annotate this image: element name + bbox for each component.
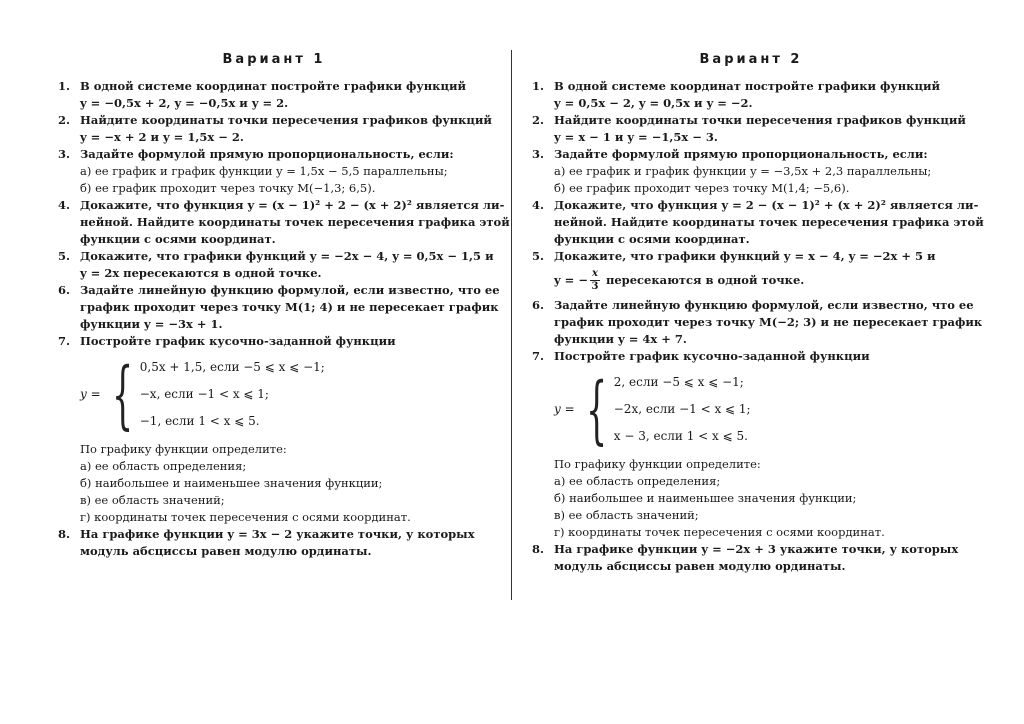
task-text: нейной. Найдите координаты точек пересечения графика этой <box>554 215 984 229</box>
task-1 <box>58 78 490 112</box>
task-text: Найдите координаты точки пересечения графиков функций <box>80 113 492 127</box>
task-8 <box>532 541 970 575</box>
task-text: По графику функции определите: <box>554 457 761 471</box>
task-subitem-a: а) ее область определения; <box>80 459 247 473</box>
task-number: 7. <box>532 349 545 363</box>
task-text: В одной системе координат постройте графики функций <box>80 79 467 93</box>
task-number: 1. <box>532 79 545 93</box>
piecewise-function <box>554 366 970 453</box>
task-5 <box>58 248 494 282</box>
task-text: На графике функции y = −2x + 3 укажите точки, у которых <box>554 542 959 556</box>
task-text: график проходит через точку M(1; 4) и не пересекает график <box>80 300 499 314</box>
curly-brace: { <box>111 351 133 438</box>
task-text: Задайте линейную функцию формулой, если известно, что ее <box>80 283 500 297</box>
task-text: Постройте график кусочно-заданной функции <box>80 334 396 348</box>
task-6 <box>532 297 983 348</box>
task-6 <box>58 282 500 333</box>
piecewise-case: −x, если −1 < x ⩽ 1; <box>139 387 269 401</box>
task-subitem-b: б) ее график проходит через точку M(1,4; −5,6). <box>554 181 850 195</box>
task-text: график проходит через точку M(−2; 3) и не пересекает график <box>554 315 983 329</box>
task-subitem-c: в) ее область значений; <box>554 508 699 522</box>
task-text: модуль абсциссы равен модулю ординаты. <box>554 559 846 573</box>
task-formula: y = x − 1 и y = −1,5x − 3. <box>554 130 718 144</box>
fraction-line <box>554 268 970 293</box>
task-text: Постройте график кусочно-заданной функции <box>554 349 870 363</box>
task-2 <box>58 112 490 146</box>
column-divider <box>511 50 512 600</box>
task-number: 7. <box>58 334 71 348</box>
piecewise-cases <box>140 354 325 435</box>
task-8 <box>58 526 490 560</box>
fraction <box>590 268 600 293</box>
task-subitem-a: а) ее график и график функции y = −3,5x + 2,3 параллельны; <box>554 164 932 178</box>
task-text: Докажите, что графики функций y = x − 4, y = −2x + 5 и <box>554 249 936 263</box>
task-formula: y = −x + 2 и y = 1,5x − 2. <box>80 130 244 144</box>
task-text: функции с осями координат. <box>80 232 276 246</box>
task-text: модуль абсциссы равен модулю ординаты. <box>80 544 372 558</box>
task-number: 3. <box>58 147 71 161</box>
task-number: 4. <box>532 198 545 212</box>
curly-brace: { <box>585 366 607 453</box>
task-text: На графике функции y = 3x − 2 укажите точки, у которых <box>80 527 475 541</box>
task-subitem-d: г) координаты точек пересечения с осями координат. <box>554 525 885 539</box>
task-text: Докажите, что функция y = (x − 1)² + 2 − (x + 2)² является ли- <box>80 198 505 212</box>
piecewise-case: −2x, если −1 < x ⩽ 1; <box>613 402 751 416</box>
task-text: пересекаются в одной точке. <box>605 273 805 287</box>
task-text: нейной. Найдите координаты точек пересечения графика этой <box>80 215 510 229</box>
task-3 <box>58 146 490 197</box>
piecewise-lhs: y = <box>80 387 101 401</box>
piecewise-case: 2, если −5 ⩽ x ⩽ −1; <box>613 375 744 389</box>
piecewise-function <box>80 351 490 438</box>
task-text: В одной системе координат постройте графики функций <box>554 79 941 93</box>
piecewise-lhs: y = <box>554 402 575 416</box>
task-2 <box>532 112 970 146</box>
task-number: 8. <box>532 542 545 556</box>
fraction-lhs: y = − <box>554 273 588 287</box>
task-1 <box>532 78 970 112</box>
task-subitem-b: б) наибольшее и наименьшее значения функции; <box>554 491 857 505</box>
task-text: По графику функции определите: <box>80 442 287 456</box>
task-text: Докажите, что функция y = 2 − (x − 1)² + (x + 2)² является ли- <box>554 198 979 212</box>
task-number: 8. <box>58 527 71 541</box>
task-number: 6. <box>58 283 71 297</box>
task-subitem-b: б) наибольшее и наименьшее значения функции; <box>80 476 383 490</box>
task-text: функции с осями координат. <box>554 232 750 246</box>
task-subitem-a: а) ее область определения; <box>554 474 721 488</box>
task-text: Найдите координаты точки пересечения графиков функций <box>554 113 966 127</box>
task-formula: y = 0,5x − 2, y = 0,5x и y = −2. <box>554 96 753 110</box>
task-text: Задайте формулой прямую пропорциональность, если: <box>80 147 454 161</box>
task-5 <box>532 248 970 293</box>
task-number: 5. <box>532 249 545 263</box>
fraction-numerator: x <box>591 268 598 279</box>
piecewise-cases <box>614 369 751 450</box>
task-number: 5. <box>58 249 71 263</box>
task-7 <box>532 348 970 541</box>
task-3 <box>532 146 970 197</box>
task-text: функции y = −3x + 1. <box>80 317 223 331</box>
task-text: Докажите, что графики функций y = −2x − 4, y = 0,5x − 1,5 и <box>80 249 494 263</box>
task-7 <box>58 333 490 526</box>
variant-2-title: Вариант 2 <box>699 52 803 67</box>
task-number: 2. <box>532 113 545 127</box>
task-text: Задайте линейную функцию формулой, если известно, что ее <box>554 298 974 312</box>
task-formula: y = −0,5x + 2, y = −0,5x и y = 2. <box>80 96 289 110</box>
task-number: 3. <box>532 147 545 161</box>
piecewise-case: −1, если 1 < x ⩽ 5. <box>139 414 260 428</box>
task-number: 4. <box>58 198 71 212</box>
task-text: функции y = 4x + 7. <box>554 332 687 346</box>
task-number: 1. <box>58 79 71 93</box>
task-4 <box>58 197 510 248</box>
variant-2-column <box>532 52 984 575</box>
task-number: 6. <box>532 298 545 312</box>
task-text: y = 2x пересекаются в одной точке. <box>80 266 322 280</box>
piecewise-case: 0,5x + 1,5, если −5 ⩽ x ⩽ −1; <box>139 360 325 374</box>
task-subitem-a: а) ее график и график функции y = 1,5x − 5,5 параллельны; <box>80 164 448 178</box>
task-number: 2. <box>58 113 71 127</box>
task-subitem-b: б) ее график проходит через точку M(−1,3; 6,5). <box>80 181 376 195</box>
task-text: Задайте формулой прямую пропорциональность, если: <box>554 147 928 161</box>
variant-1-column <box>58 52 510 560</box>
piecewise-case: x − 3, если 1 < x ⩽ 5. <box>613 429 748 443</box>
fraction-denominator: 3 <box>591 281 599 292</box>
variant-1-title: Вариант 1 <box>222 52 326 67</box>
task-subitem-c: в) ее область значений; <box>80 493 225 507</box>
task-subitem-d: г) координаты точек пересечения с осями координат. <box>80 510 411 524</box>
task-4 <box>532 197 984 248</box>
